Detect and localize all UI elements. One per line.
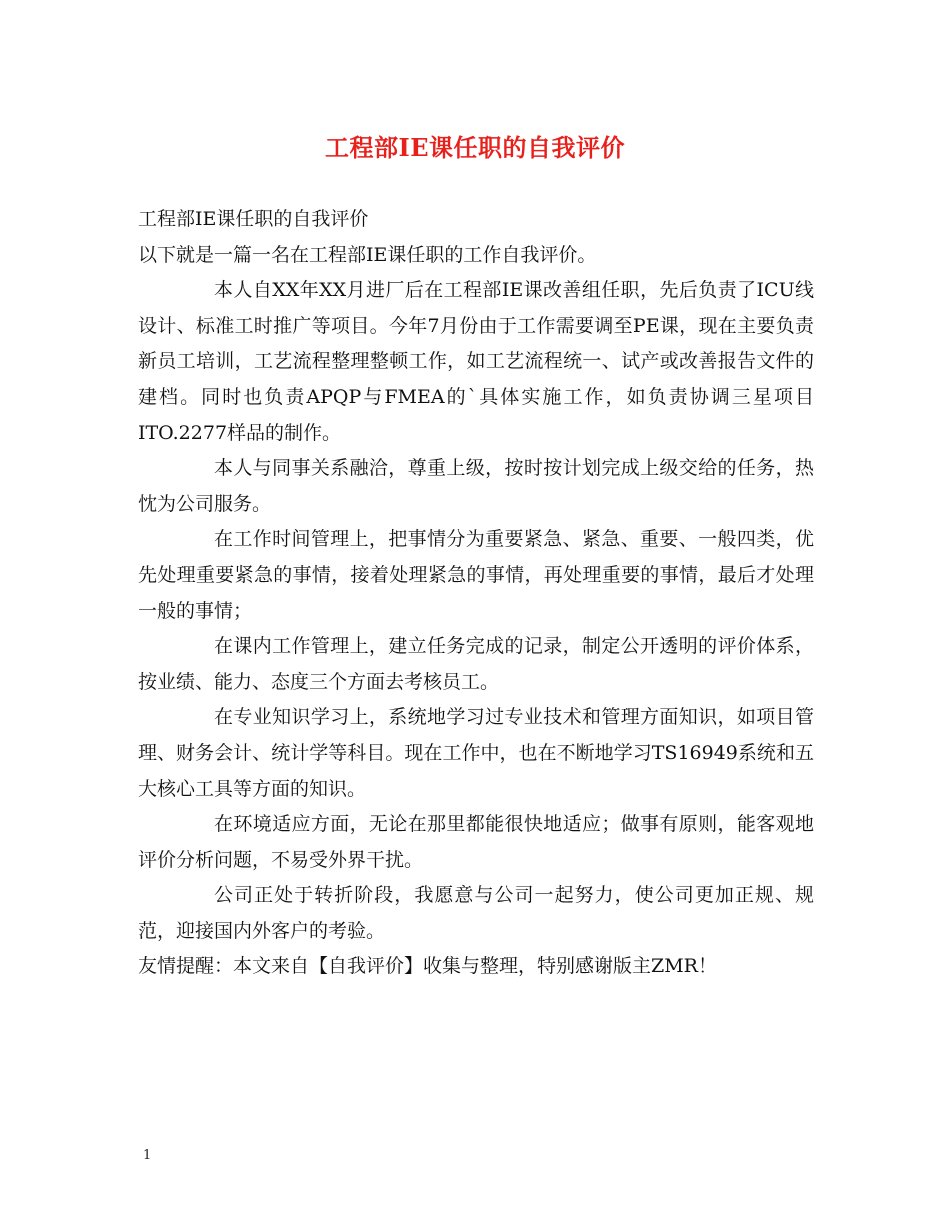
- paragraph-outlook: 公司正处于转折阶段，我愿意与公司一起努力，使公司更加正规、规范，迎接国内外客户的考验。: [138, 884, 814, 942]
- paragraph-team-management: 在课内工作管理上，建立任务完成的记录，制定公开透明的评价体系，按业绩、能力、态度三个方面去考核员工。: [138, 635, 814, 693]
- subtitle-line: 工程部IE课任职的自我评价: [138, 208, 369, 230]
- document-title: 工程部IE课任职的自我评价: [324, 133, 626, 162]
- document-body: [138, 202, 814, 985]
- page-number: 1: [143, 1148, 152, 1163]
- intro-line: 以下就是一篇一名在工程部IE课任职的工作自我评价。: [138, 243, 597, 266]
- paragraph-background: 本人自XX年XX月进厂后在工程部IE课改善组任职，先后负责了ICU线设计、标准工时推广等项目。今年7月份由于工作需要调至PE课，现在主要负责新员工培训，工艺流程整理整顿工作，如工艺流程统一、试产或改善报告文件的建档。同时也负责APQP与FMEA的`具体实施工作，如负责协调三星项目ITO.2277样品的制作。: [138, 279, 814, 444]
- paragraph-learning: 在专业知识学习上，系统地学习过专业技术和管理方面知识，如项目管理、财务会计、统计学等科目。现在工作中，也在不断地学习TS16949系统和五大核心工具等方面的知识。: [138, 706, 814, 800]
- paragraph-relations: 本人与同事关系融洽，尊重上级，按时按计划完成上级交给的任务，热忱为公司服务。: [138, 457, 814, 515]
- paragraph-time-management: 在工作时间管理上，把事情分为重要紧急、紧急、重要、一般四类，优先处理重要紧急的事情，接着处理紧急的事情，再处理重要的事情，最后才处理一般的事情；: [138, 528, 814, 622]
- paragraph-adaptability: 在环境适应方面，无论在那里都能很快地适应；做事有原则，能客观地评价分析问题，不易受外界干扰。: [138, 813, 814, 871]
- footer-note: 友情提醒：本文来自【自我评价】收集与整理，特别感谢版主ZMR！: [138, 955, 717, 978]
